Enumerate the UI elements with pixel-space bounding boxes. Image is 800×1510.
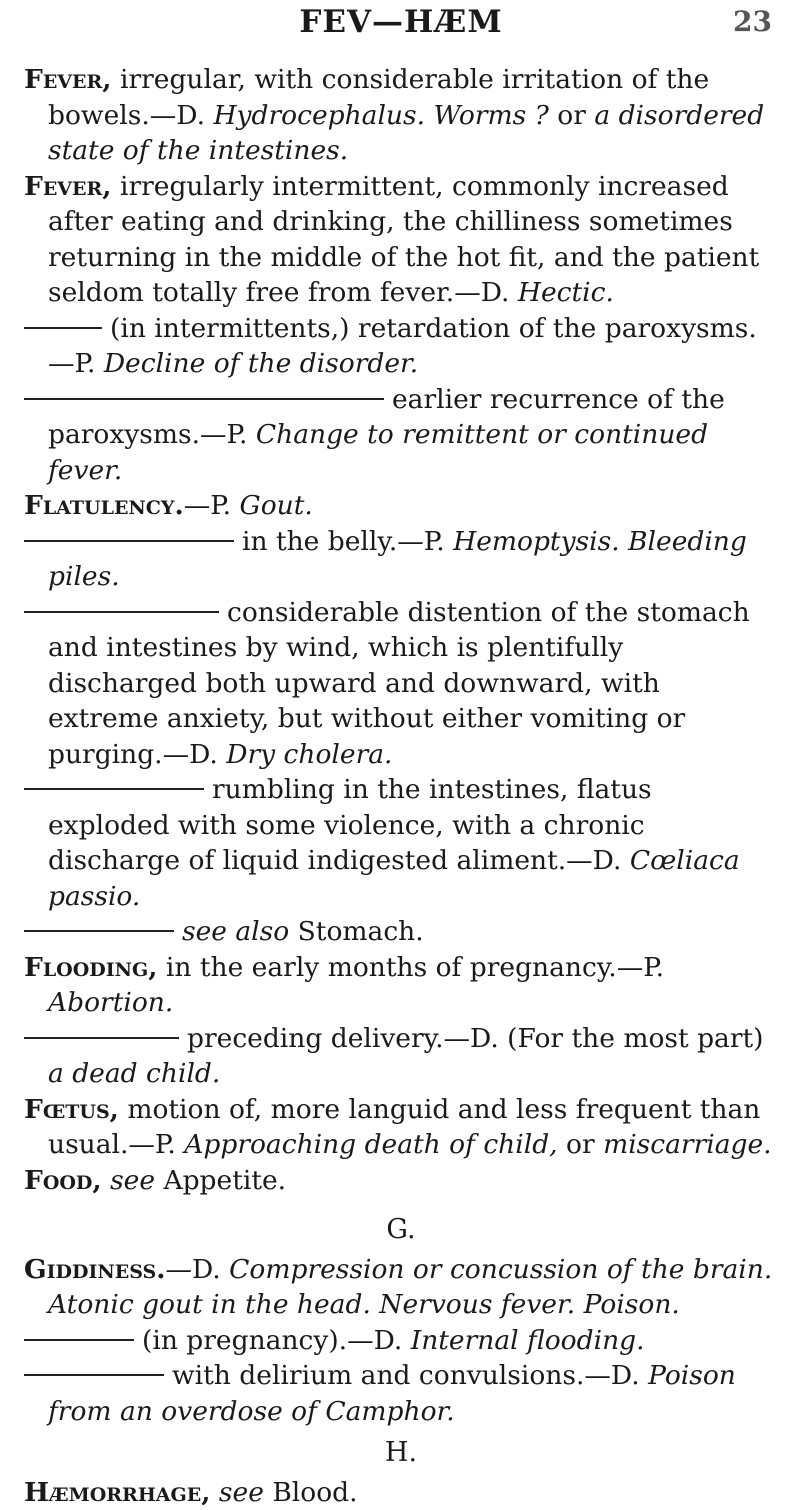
entry-giddiness: Giddiness.—D. Compression or concussion of the brain. Atonic gout in the head. Nervous fever. Poison. (24, 1252, 778, 1323)
page-header (24, 0, 778, 62)
entry-haemorrhage: Hæmorrhage, see Blood. (24, 1475, 778, 1510)
ditto-rule (24, 327, 102, 329)
entry-fever-retardation: (in intermittents,) retardation of the paroxysms.—P. Decline of the disorder. (24, 311, 778, 382)
entry-food: Food, see Appetite. (24, 1163, 778, 1199)
entry-fever-irregular: Fever, irregular, with considerable irritation of the bowels.—D. Hydrocephalus. Worms ? or a disordered state of the intestines. (24, 62, 778, 169)
ditto-rule (24, 1339, 134, 1341)
ditto-rule (24, 1374, 164, 1376)
section-letter-h: H. (24, 1435, 778, 1471)
ditto-rule (24, 540, 234, 542)
entry-giddiness-delirium: with delirium and convulsions.—D. Poison from an overdose of Camphor. (24, 1358, 778, 1429)
ditto-rule (24, 1037, 179, 1039)
entry-fever-earlier-recurrence: earlier recurrence of the paroxysms.—P. Change to remittent or continued fever. (24, 382, 778, 489)
section-letter-g: G. (24, 1212, 778, 1248)
entry-list (24, 62, 778, 1510)
entry-flatulency-belly: in the belly.—P. Hemoptysis. Bleeding piles. (24, 524, 778, 595)
entry-flatulency-distention: considerable distention of the stomach and intestines by wind, which is plentifully discharged both upward and downward, with extreme anxiety, but without either vomiting or purging.—D. Dry cholera. (24, 595, 778, 773)
entry-fever-intermittent: Fever, irregularly intermittent, commonly increased after eating and drinking, the chilliness sometimes returning in the middle of the hot fit, and the patient seldom totally free from fever.—D. Hectic. (24, 169, 778, 311)
running-head: FEV—HÆM (24, 0, 778, 44)
entry-flooding-preceding-delivery: preceding delivery.—D. (For the most part) a dead child. (24, 1021, 778, 1092)
ditto-rule (24, 788, 204, 790)
entry-flatulency: Flatulency.—P. Gout. (24, 488, 778, 524)
entry-giddiness-pregnancy: (in pregnancy).—D. Internal flooding. (24, 1323, 778, 1359)
ditto-rule (24, 611, 219, 613)
entry-flatulency-rumbling: rumbling in the intestines, flatus exploded with some violence, with a chronic discharge of liquid indigested aliment.—D. Cœliaca passio. (24, 772, 778, 914)
entry-flatulency-see-also: see also Stomach. (24, 914, 778, 950)
page-number: 23 (733, 0, 772, 44)
ditto-rule (24, 398, 384, 400)
entry-foetus: Fœtus, motion of, more languid and less frequent than usual.—P. Approaching death of child, or miscarriage. (24, 1092, 778, 1163)
entry-flooding: Flooding, in the early months of pregnancy.—P. Abortion. (24, 950, 778, 1021)
ditto-rule (24, 930, 174, 932)
